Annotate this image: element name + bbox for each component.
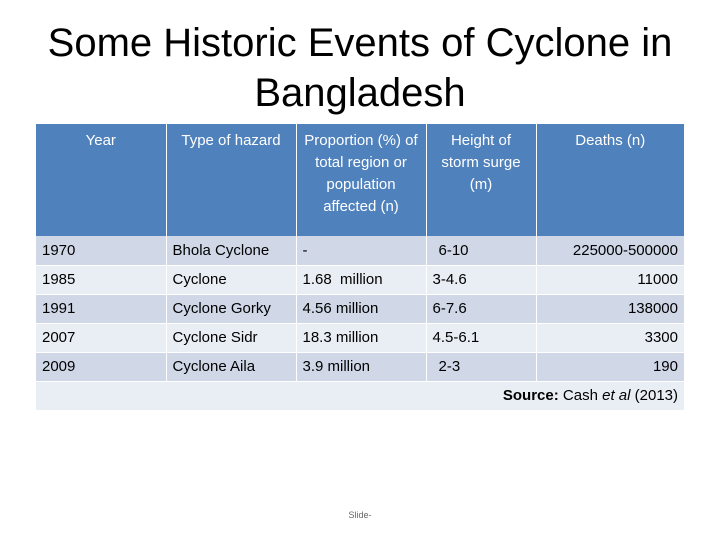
slide-title: Some Historic Events of Cyclone in Bangladesh <box>47 21 673 115</box>
table-header-row <box>36 124 684 236</box>
source-citation <box>36 381 684 410</box>
proportion-cell: 3.9 million <box>296 352 426 381</box>
surge-cell: 3-4.6 <box>426 265 536 294</box>
proportion-cell: 1.68 million <box>296 265 426 294</box>
surge-cell: 2-3 <box>426 352 536 381</box>
hazard-cell: Cyclone <box>166 265 296 294</box>
table-row <box>36 294 684 323</box>
table-row <box>36 236 684 265</box>
hazard-cell: Cyclone Aila <box>166 352 296 381</box>
proportion-cell: 4.56 million <box>296 294 426 323</box>
deaths-cell: 3300 <box>536 323 684 352</box>
surge-cell: 6-7.6 <box>426 294 536 323</box>
source-year: (2013) <box>634 387 678 404</box>
year-cell: 1970 <box>36 236 166 265</box>
deaths-cell: 11000 <box>536 265 684 294</box>
year-cell: 1985 <box>36 265 166 294</box>
hazard-cell: Cyclone Sidr <box>166 323 296 352</box>
deaths-cell: 190 <box>536 352 684 381</box>
deaths-cell: 225000-500000 <box>536 236 684 265</box>
surge-cell: 6-10 <box>426 236 536 265</box>
year-cell: 2007 <box>36 323 166 352</box>
table-row <box>36 265 684 294</box>
year-cell: 1991 <box>36 294 166 323</box>
slide-number-footer: Slide- <box>348 510 372 520</box>
cyclone-events-table <box>36 124 684 411</box>
surge-cell: 4.5-6.1 <box>426 323 536 352</box>
header-type-of-hazard: Type of hazard <box>166 124 296 236</box>
header-deaths: Deaths (n) <box>536 124 684 236</box>
table-row <box>36 352 684 381</box>
year-cell: 2009 <box>36 352 166 381</box>
source-label: Source: <box>502 387 559 404</box>
hazard-cell: Bhola Cyclone <box>166 236 296 265</box>
deaths-cell: 138000 <box>536 294 684 323</box>
source-row <box>36 381 684 410</box>
header-year: Year <box>36 124 166 236</box>
header-proportion-affected: Proportion (%) of total region or population affected (n) <box>296 124 426 236</box>
hazard-cell: Cyclone Gorky <box>166 294 296 323</box>
source-author: Cash <box>562 387 598 404</box>
proportion-cell: 18.3 million <box>296 323 426 352</box>
proportion-cell: - <box>296 236 426 265</box>
header-storm-surge-height: Height of storm surge (m) <box>426 124 536 236</box>
table-row <box>36 323 684 352</box>
source-etal: et al <box>602 387 631 404</box>
